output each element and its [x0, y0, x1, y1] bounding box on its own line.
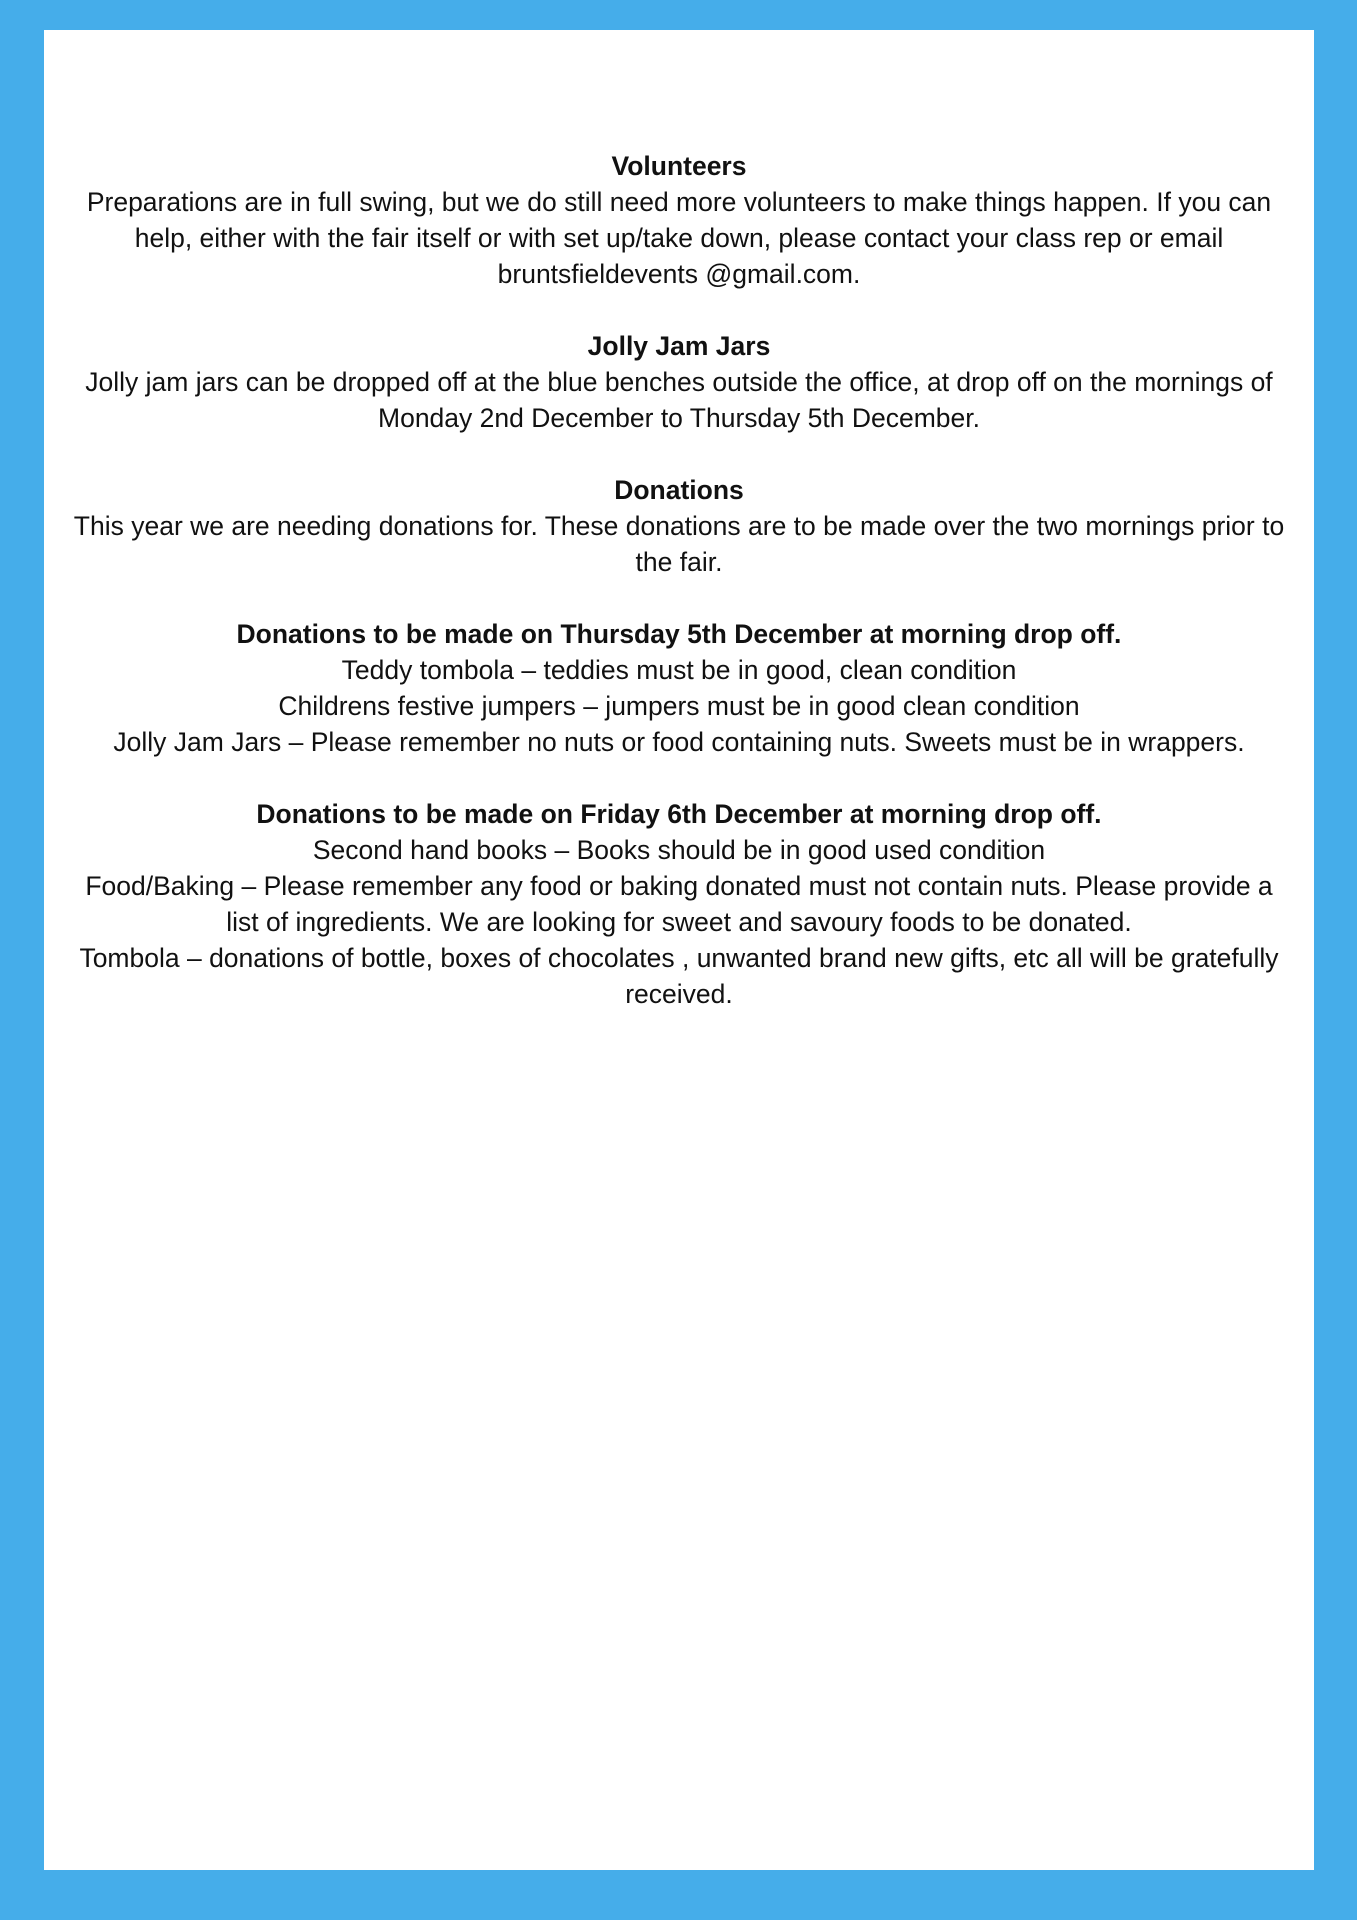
section-jolly-jam-jars	[66, 328, 1292, 436]
document-page	[44, 30, 1314, 1870]
section-heading: Jolly Jam Jars	[587, 331, 771, 361]
section-friday-donations	[66, 796, 1292, 1012]
donation-item: Second hand books – Books should be in good used condition	[312, 835, 1046, 865]
section-volunteers	[66, 148, 1292, 292]
donation-item: Tombola – donations of bottle, boxes of chocolates , unwanted brand new gifts, etc all will be gratefully received.	[79, 943, 1279, 1009]
donation-item: Food/Baking – Please remember any food or baking donated must not contain nuts. Please provide a list of ingredients. We are looking for sweet and savoury foods to be donated.	[85, 871, 1273, 937]
section-paragraph: Jolly jam jars can be dropped off at the blue benches outside the office, at drop off on the mornings of Monday 2nd December to Thursday 5th December.	[85, 367, 1273, 433]
section-paragraph: This year we are needing donations for. These donations are to be made over the two mornings prior to the fair.	[73, 511, 1285, 577]
donation-item: Childrens festive jumpers – jumpers must be in good clean condition	[278, 691, 1080, 721]
section-donations	[66, 472, 1292, 580]
section-heading: Volunteers	[611, 151, 747, 181]
document-content	[66, 148, 1292, 1048]
section-heading: Donations	[614, 475, 744, 505]
section-heading: Donations to be made on Friday 6th December at morning drop off.	[256, 799, 1102, 829]
donation-item: Jolly Jam Jars – Please remember no nuts or food containing nuts. Sweets must be in wrappers.	[113, 727, 1245, 757]
donation-item: Teddy tombola – teddies must be in good, clean condition	[341, 655, 1017, 685]
section-thursday-donations	[66, 616, 1292, 760]
section-paragraph: Preparations are in full swing, but we do still need more volunteers to make things happen. If you can help, either with the fair itself or with set up/take down, please contact your class rep or email bruntsfieldevents @gmail.com.	[86, 187, 1272, 289]
section-heading: Donations to be made on Thursday 5th December at morning drop off.	[236, 619, 1122, 649]
